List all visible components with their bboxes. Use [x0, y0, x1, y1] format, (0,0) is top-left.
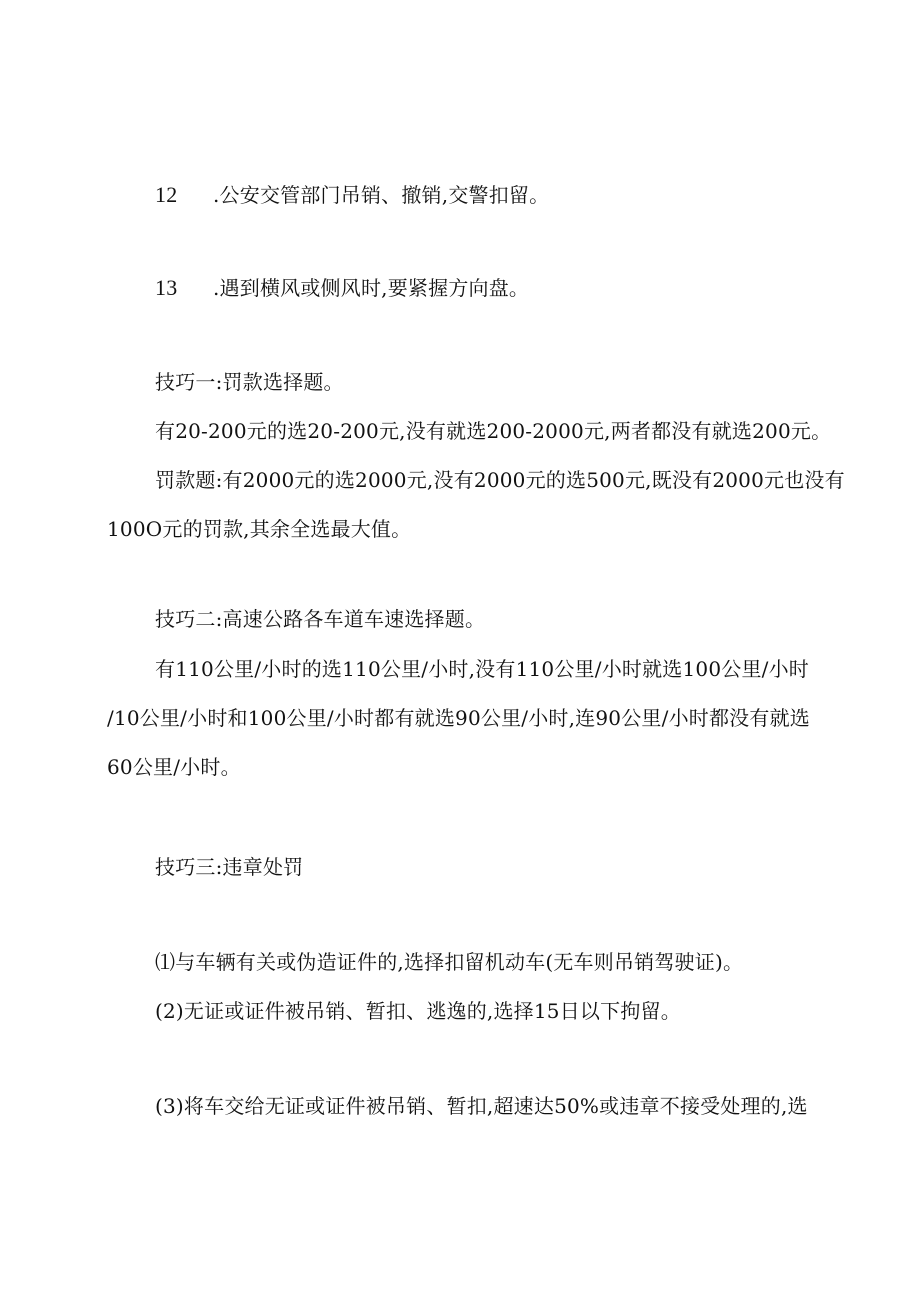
item-12 [155, 182, 549, 208]
tip2-line-3: 60公里/小时。 [107, 755, 241, 779]
tip2-line-1: 有110公里/小时的选110公里/小时,没有110公里/小时就选100公里/小时 [155, 657, 810, 681]
tip3-rule-1: ⑴与车辆有关或伪造证件的,选择扣留机动车(无车则吊销驾驶证)。 [155, 950, 744, 974]
item-text: .公安交管部门吊销、撤销,交警扣留。 [213, 183, 550, 207]
tip3-rule-2: (2)无证或证件被吊销、暂扣、逃逸的,选择15日以下拘留。 [155, 999, 681, 1023]
tip1-paragraph-1: 有20-200元的选20-200元,没有就选200-2000元,两者都没有就选200元。 [155, 419, 832, 443]
item-number: 13 [155, 275, 178, 300]
tip2-heading: 技巧二:高速公路各车道车速选择题。 [155, 607, 486, 631]
tip1-paragraph-2-line-1: 罚款题:有2000元的选2000元,没有2000元的选500元,既没有2000元也没有 [155, 468, 845, 492]
tip3-heading: 技巧三:违章处罚 [155, 855, 304, 879]
tip2-line-2: /10公里/小时和100公里/小时都有就选90公里/小时,连90公里/小时都没有就选 [107, 706, 810, 730]
tip1-paragraph-2-line-2: 100O元的罚款,其余全选最大值。 [107, 517, 412, 541]
tip1-heading: 技巧一:罚款选择题。 [155, 370, 344, 394]
item-text: .遇到横风或侧风时,要紧握方向盘。 [213, 276, 530, 300]
item-13 [155, 275, 529, 301]
item-number: 12 [155, 182, 178, 207]
tip3-rule-3: (3)将车交给无证或证件被吊销、暂扣,超速达50%或违章不接受处理的,选 [155, 1094, 808, 1118]
